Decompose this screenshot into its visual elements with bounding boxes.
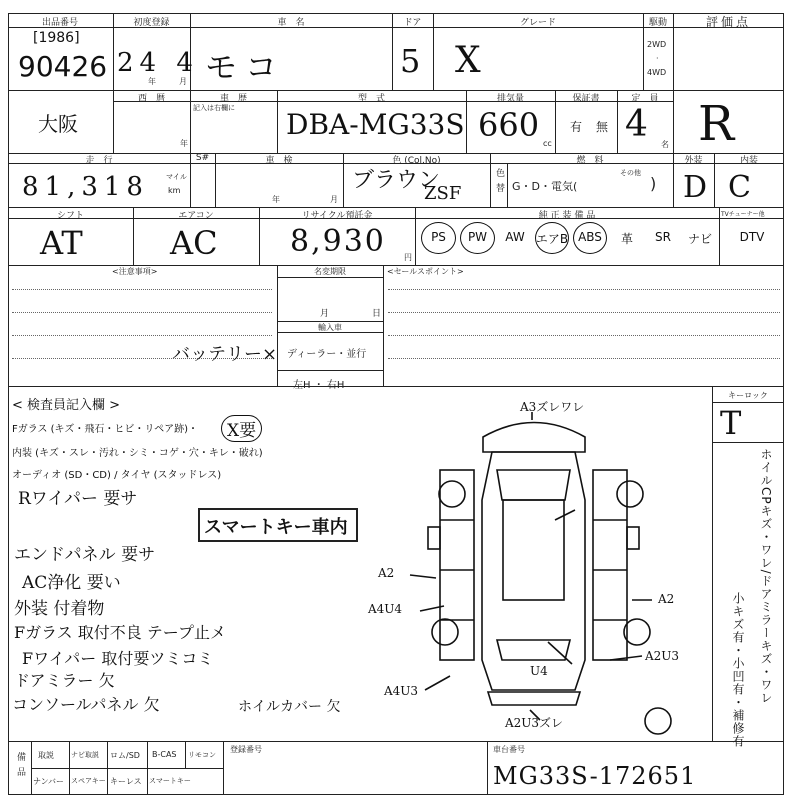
divider bbox=[185, 741, 186, 768]
door-value: 5 bbox=[400, 42, 421, 80]
damage-label-rear-bumper: A2U3ズレ bbox=[505, 716, 564, 730]
keylock-label: キーロック bbox=[728, 391, 768, 400]
hihin-number: ナンバー bbox=[33, 777, 65, 786]
equipment-item: ABS bbox=[578, 230, 602, 244]
model-value: DBA-MG33S bbox=[286, 108, 465, 141]
equipment-item: 革 bbox=[620, 232, 633, 246]
audio-line: オーディオ (SD・CD) / タイヤ (スタッドレス) bbox=[12, 470, 222, 481]
note-exterior: 外装 付着物 bbox=[14, 599, 105, 619]
score-value: R bbox=[698, 96, 735, 152]
row2-year-suffix: 年 bbox=[180, 139, 188, 148]
warranty-yes: 有 bbox=[570, 120, 583, 134]
grade-value: X bbox=[455, 40, 481, 81]
hihin-rom-sd: ロム/SD bbox=[110, 751, 140, 760]
km-unit: km bbox=[168, 186, 181, 195]
hihin-keyless: キーレス bbox=[110, 777, 142, 786]
interior-value: C bbox=[728, 170, 751, 205]
hihin-torisetsu: 取説 bbox=[38, 751, 54, 760]
cc-unit: cc bbox=[543, 139, 552, 148]
damage-label-left-door: A4U4 bbox=[368, 602, 403, 616]
door-label: ドア bbox=[403, 18, 422, 28]
month-suffix: 月 bbox=[179, 77, 187, 86]
divider bbox=[712, 386, 713, 741]
year-suffix: 年 bbox=[148, 77, 156, 86]
chassis-value: MG33S-172651 bbox=[493, 762, 697, 790]
inspection-label: 車 検 bbox=[265, 156, 293, 166]
keylock-value: T bbox=[720, 404, 742, 442]
fuel-label: 燃 料 bbox=[576, 156, 604, 166]
hihin-smart-key: スマートキー bbox=[149, 777, 191, 785]
hihin-remote: リモコン bbox=[188, 751, 216, 759]
drive-separator: · bbox=[656, 54, 659, 63]
note-smartkey: スマートキー車内 bbox=[204, 517, 348, 538]
note-endpanel: エンドパネル 要サ bbox=[14, 545, 156, 565]
import-label: 輸入車 bbox=[318, 323, 342, 332]
equipment-item: エアB bbox=[535, 232, 569, 246]
divider bbox=[69, 741, 70, 795]
displacement-value: 660 bbox=[478, 106, 540, 144]
interior-line: 内装 (キズ・スレ・汚れ・シミ・コゲ・穴・キレ・破れ) bbox=[12, 448, 263, 459]
color-label: 色 (Col.No) bbox=[392, 156, 441, 166]
damage-label-bumper: A3ズレワレ bbox=[520, 400, 585, 414]
ac-label: エアコン bbox=[178, 211, 214, 221]
capacity-label: 定 員 bbox=[631, 94, 659, 104]
caution-label: <注意事項> bbox=[112, 267, 158, 276]
drive-label: 駆動 bbox=[648, 18, 667, 28]
color-number: ZSF bbox=[424, 183, 462, 204]
model-label: 型 式 bbox=[357, 94, 385, 104]
divider bbox=[8, 741, 784, 742]
note-fwiper: Fワイパー 取付要ツミコミ bbox=[22, 649, 214, 668]
note-rwiper: Rワイパー 要サ bbox=[18, 489, 138, 509]
equip-label: 純 正 装 備 品 bbox=[538, 211, 596, 221]
s-label: S# bbox=[195, 153, 210, 163]
inspection-year: 年 bbox=[272, 195, 280, 204]
sales-label: <セールスポイント> bbox=[387, 267, 464, 276]
meihen-month: 月 bbox=[320, 309, 330, 319]
first-reg-value: 24 4 bbox=[117, 48, 199, 78]
drive-2wd: 2WD bbox=[647, 40, 667, 49]
lot-number: 90426 bbox=[18, 50, 108, 83]
exterior-label: 外装 bbox=[684, 156, 703, 166]
divider bbox=[712, 402, 784, 403]
capacity-value: 4 bbox=[625, 104, 648, 145]
recycle-label: リサイクル預託金 bbox=[301, 211, 373, 221]
side-vertical-text-2: 小キズ有・小凹有・補修有 bbox=[731, 592, 745, 748]
note-wheelcover: ホイルカバー 欠 bbox=[238, 699, 341, 715]
ac-value: AC bbox=[170, 224, 218, 262]
car-name-value: モコ bbox=[205, 48, 286, 86]
mileage-value: 81,318 bbox=[22, 172, 149, 202]
mile-unit: マイル bbox=[166, 173, 187, 181]
meihen-label: 名変期限 bbox=[314, 267, 346, 276]
damage-label-right-quarter: A2U3 bbox=[645, 649, 680, 663]
equipment-item: ナビ bbox=[687, 232, 712, 246]
caution-text: バッテリー× bbox=[172, 344, 278, 365]
capacity-unit: 名 bbox=[661, 140, 669, 149]
inspector-title: < 検査員記入欄 > bbox=[12, 398, 121, 413]
recycle-value: 8,930 bbox=[290, 224, 386, 259]
interior-label: 内装 bbox=[739, 156, 758, 166]
equipment-item: SR bbox=[655, 230, 671, 244]
damage-label-rear-glass: U4 bbox=[530, 664, 548, 678]
drive-4wd: 4WD bbox=[647, 68, 667, 77]
damage-label-left-quarter: A4U3 bbox=[384, 684, 419, 698]
yen-unit: 円 bbox=[404, 253, 412, 262]
shaereki-label: 車 歴 bbox=[219, 94, 247, 104]
fglass-line: Fガラス (キズ・飛石・ヒビ・リペア跡)・ bbox=[12, 424, 199, 435]
fglass-mark: X要 bbox=[221, 415, 262, 442]
note-ac: AC浄化 要い bbox=[22, 573, 121, 593]
damage-label-right-door: A2 bbox=[658, 592, 675, 606]
displacement-label: 排気量 bbox=[496, 94, 524, 104]
warranty-no: 無 bbox=[596, 120, 609, 134]
year-code: [1986] bbox=[33, 30, 80, 46]
divider bbox=[31, 768, 223, 769]
seireki-label: 西 暦 bbox=[137, 94, 165, 104]
reg-label: 登録番号 bbox=[230, 745, 262, 754]
region: 大阪 bbox=[38, 112, 78, 136]
divider bbox=[107, 741, 108, 795]
hihin-navi-manual: ナビ取説 bbox=[71, 751, 99, 759]
side-vertical-text-1: ホイルCPキズ・ワレ/ドアミラーキズ・ワレ bbox=[759, 448, 773, 705]
note-console: コンソールパネル 欠 bbox=[12, 695, 160, 714]
mileage-label: 走 行 bbox=[85, 156, 113, 166]
fuel-options: G・D・電気( bbox=[512, 180, 578, 193]
fuel-other: その他 bbox=[620, 169, 641, 177]
car-name-label: 車 名 bbox=[277, 18, 305, 28]
divider bbox=[31, 741, 32, 795]
shaereki-note: 記入は右欄に bbox=[193, 104, 235, 112]
hihin-bcas: B-CAS bbox=[152, 750, 177, 759]
divider bbox=[223, 741, 224, 795]
listing-label: 出品番号 bbox=[41, 18, 78, 28]
handle-label: 左H ・ 右H bbox=[293, 380, 345, 391]
shift-label: シフト bbox=[56, 211, 84, 221]
hihin-label: 備品 bbox=[15, 752, 25, 782]
equipment-item: AW bbox=[505, 230, 525, 244]
equipment-item: PW bbox=[467, 230, 488, 244]
grade-label: グレード bbox=[519, 18, 556, 28]
note-fglass: Fガラス 取付不良 テープ止メ bbox=[14, 623, 226, 642]
note-doormirror: ドアミラー 欠 bbox=[14, 671, 115, 690]
exterior-value: D bbox=[683, 170, 708, 205]
meihen-day: 日 bbox=[372, 309, 382, 319]
color-value: ブラウン bbox=[352, 168, 441, 193]
chassis-label: 車台番号 bbox=[493, 745, 525, 754]
shift-value: AT bbox=[40, 224, 83, 262]
warranty-label: 保証書 bbox=[572, 94, 600, 104]
divider bbox=[487, 741, 488, 795]
equipment-item: DTV bbox=[739, 230, 765, 244]
damage-label-left-mirror: A2 bbox=[378, 566, 395, 580]
hihin-spare-key: スペアキー bbox=[71, 777, 106, 785]
divider bbox=[147, 741, 148, 795]
dealer-label: ディーラー・並行 bbox=[287, 349, 367, 360]
fuel-close: ) bbox=[650, 174, 657, 193]
score-label: 評価点 bbox=[705, 15, 751, 29]
colorchg-label: 色替 bbox=[494, 168, 504, 198]
first-reg-label: 初度登録 bbox=[133, 18, 170, 28]
inspection-month: 月 bbox=[330, 195, 338, 204]
equipment-item: PS bbox=[431, 230, 446, 244]
tuner-label: TVチューナー他 bbox=[721, 211, 765, 218]
divider bbox=[712, 442, 784, 443]
